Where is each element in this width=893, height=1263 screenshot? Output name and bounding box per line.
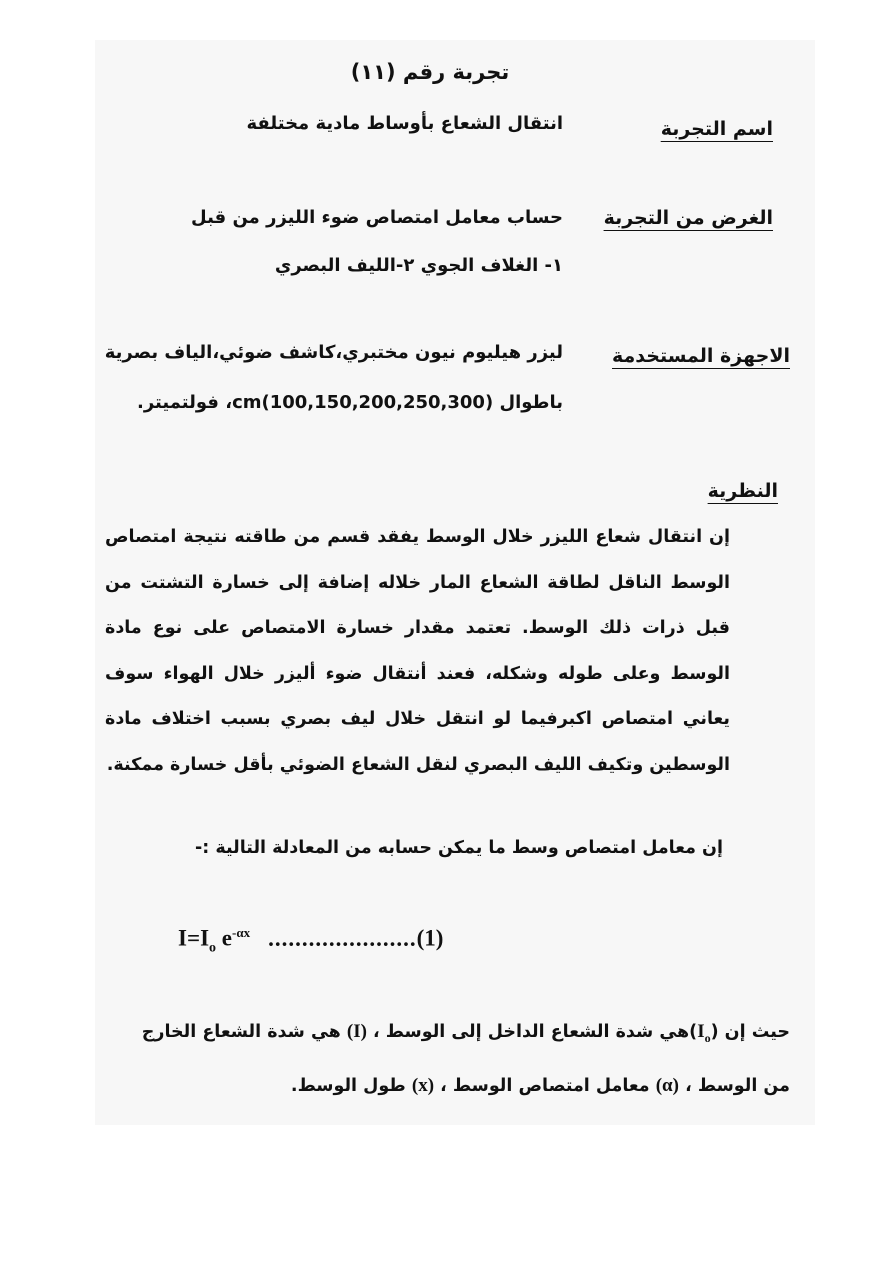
equation-exp-base: e xyxy=(221,925,232,951)
definition-text: من الوسط ، xyxy=(679,1075,790,1096)
definition-text: هي شدة الشعاع الخارج xyxy=(141,1022,347,1042)
theory-label: النظرية xyxy=(707,480,778,502)
definition-alpha-symbol: (α) xyxy=(655,1074,679,1096)
equation-lhs: I xyxy=(178,925,187,951)
equation-number: (1) xyxy=(416,925,444,951)
definition-line-1 xyxy=(100,1008,790,1062)
experiment-name-value: انتقال الشعاع بأوساط مادية مختلفة xyxy=(246,113,563,134)
definition-text: حيث إن ( xyxy=(710,1022,790,1042)
definition-i0-sub: o xyxy=(704,1030,711,1045)
equation-dots: ...................... xyxy=(268,925,417,951)
equation-exponent: -αx xyxy=(231,925,251,940)
definition-i0-symbol xyxy=(697,1021,711,1045)
absorption-equation: $I=I_o$ $e^{-\alpha x}$ ......................(1) xyxy=(178,925,444,956)
purpose-value-line2: ١- الغلاف الجوي ٢-الليف البصري xyxy=(274,255,563,276)
theory-paragraph: إن انتقال شعاع الليزر خلال الوسط يفقد قسم من طاقته نتيجة امتصاص الوسط الناقل لطاقة الشعاع المار خلاله إضافة إلى خسارة التشتت من قبل ذرات ذلك الوسط. تعتمد مقدار خسارة الامتصاص على نوع مادة الوسط وعلى طوله وشكله، فعند أنتقال ضوء أليزر خلال الهواء سوف يعاني امتصاص اكبرفيما لو انتقل خلال ليف بصري بسبب اختلاف مادة الوسطين وتكيف الليف البصري لنقل الشعاع الضوئي بأقل خسارة ممكنة. xyxy=(105,527,730,775)
equipment-label: الاجهزة المستخدمة xyxy=(612,345,790,367)
definition-line-2 xyxy=(100,1062,790,1110)
equation-i0-base: I xyxy=(200,925,210,951)
equation-i0-sub: o xyxy=(209,940,217,956)
experiment-title: تجربة رقم (١١) xyxy=(350,60,510,84)
definition-x-symbol: (x) xyxy=(411,1074,435,1096)
equipment-value-line1: ليزر هيليوم نيون مختبري،كاشف ضوئي،الياف بصرية xyxy=(104,342,563,363)
equipment-value-line2: باطوال cm(100,150,200,250,300)، فولتميتر. xyxy=(136,392,563,413)
definition-text: )هي شدة الشعاع الداخل إلى الوسط ، xyxy=(366,1022,698,1042)
experiment-name-label: اسم التجربة xyxy=(660,118,773,140)
definition-text: طول الوسط. xyxy=(290,1075,412,1096)
definition-text: معامل امتصاص الوسط ، xyxy=(434,1075,656,1096)
definition-i0-base: I xyxy=(697,1021,705,1042)
purpose-value-line1: حساب معامل امتصاص ضوء الليزر من قبل xyxy=(191,207,563,228)
definition-i-symbol: (I) xyxy=(346,1021,367,1042)
symbol-definitions xyxy=(100,1008,790,1110)
equation-intro: إن معامل امتصاص وسط ما يمكن حسابه من المعادلة التالية :- xyxy=(195,838,723,858)
purpose-label: الغرض من التجربة xyxy=(603,207,773,229)
